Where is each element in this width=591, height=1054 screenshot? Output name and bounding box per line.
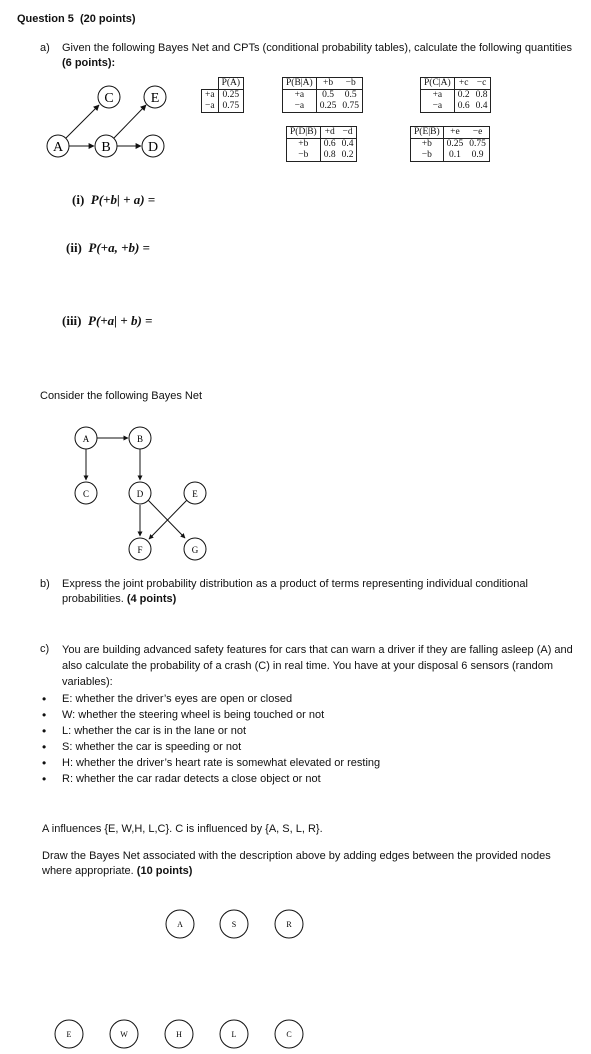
svg-text:G: G <box>191 545 199 555</box>
consider-bayes-net <box>60 418 220 568</box>
edge-a-c <box>66 105 99 138</box>
node-w <box>110 1020 138 1048</box>
draw-instruction <box>42 849 577 879</box>
sensor-item: • H: whether the driver’s heart rate is somewhat elevated or resting <box>40 755 580 771</box>
svg-text:A: A <box>177 920 183 929</box>
question-ii: (ii) P(+a, +b) = <box>66 240 150 255</box>
consider-text: Consider the following Bayes Net <box>40 390 203 402</box>
node-c <box>98 86 120 108</box>
sensor-item: • R: whether the car radar detects a close object or not <box>40 771 580 787</box>
node-s <box>220 910 248 938</box>
cpt-b-given-a: P(B|A) +b −b +a 0.5 0.5 −a 0.25 0.75 <box>282 77 363 113</box>
part-b-description: Express the joint probability distribution as a product of terms representing individual conditional probabilities. <box>62 578 528 605</box>
edge-b-e <box>114 105 146 138</box>
question-header <box>17 12 136 27</box>
cpt-c-given-a: P(C|A) +c −c +a 0.2 0.8 −a 0.6 0.4 <box>420 77 491 113</box>
svg-text:E: E <box>150 91 160 106</box>
edge-d-g <box>148 500 185 538</box>
svg-text:F: F <box>137 545 143 555</box>
svg-text:E: E <box>66 1030 72 1039</box>
svg-text:C: C <box>82 489 90 499</box>
node-e <box>144 86 166 108</box>
part-b-letter: b) <box>40 578 50 590</box>
draw-points: (10 points) <box>136 865 193 877</box>
svg-text:C: C <box>104 91 114 106</box>
svg-text:L: L <box>231 1030 237 1039</box>
svg-text:C: C <box>286 1030 292 1039</box>
part-b-text <box>62 577 562 607</box>
svg-text:S: S <box>231 920 237 929</box>
svg-text:R: R <box>286 920 292 929</box>
cpt-a: P(A) +a 0.25 −a 0.75 <box>201 77 244 113</box>
part-a-bayes-net <box>38 78 178 163</box>
sensor-list <box>40 691 580 787</box>
node-g <box>184 538 206 560</box>
node-r <box>275 910 303 938</box>
part-b-points: (4 points) <box>126 593 177 605</box>
edge-e-f <box>149 500 187 539</box>
svg-text:H: H <box>176 1030 182 1039</box>
sensor-item: • E: whether the driver’s eyes are open or closed <box>40 691 580 707</box>
draw-instruction-text: Draw the Bayes Net associated with the description above by adding edges between the provided nodes where appropriate. <box>42 850 551 877</box>
part-a-text <box>62 41 577 71</box>
svg-text:B: B <box>136 434 144 444</box>
node-b <box>95 135 117 157</box>
svg-text:A: A <box>82 434 90 444</box>
part-a-description: Given the following Bayes Net and CPTs (conditional probability tables), calculate the following quantities <box>62 42 572 54</box>
question-iii: (iii) P(+a| + b) = <box>62 313 153 328</box>
node-e <box>55 1020 83 1048</box>
node-a <box>166 910 194 938</box>
node-f <box>129 538 151 560</box>
question-number: Question 5 <box>17 13 74 25</box>
part-c-nodes <box>40 895 320 1050</box>
node-c <box>75 482 97 504</box>
node-d <box>129 482 151 504</box>
sensor-item: • W: whether the steering wheel is being touched or not <box>40 707 580 723</box>
cpt-d-given-b: P(D|B) +d −d +b 0.6 0.4 −b 0.8 0.2 <box>286 126 357 162</box>
influence-text: A influences {E, W,H, L,C}. C is influenced by {A, S, L, R}. <box>42 823 323 835</box>
part-c-text: You are building advanced safety features for cars that can warn a driver if they are falling asleep (A) and also calculate the probability of a crash (C) in real time. You have at your disposal 6 sensors (random variables): <box>62 644 573 688</box>
node-a <box>75 427 97 449</box>
node-h <box>165 1020 193 1048</box>
part-a-points: (6 points): <box>62 57 116 69</box>
svg-text:D: D <box>136 489 144 499</box>
cpt-e-given-b: P(E|B) +e −e +b 0.25 0.75 −b 0.1 0.9 <box>410 126 490 162</box>
node-e <box>184 482 206 504</box>
node-l <box>220 1020 248 1048</box>
part-c-letter: c) <box>40 643 50 655</box>
svg-text:D: D <box>147 140 159 155</box>
question-i: (i) P(+b| + a) = <box>72 192 156 207</box>
question-points: (20 points) <box>79 13 136 25</box>
sensor-item: • S: whether the car is speeding or not <box>40 739 580 755</box>
node-d <box>142 135 164 157</box>
svg-text:A: A <box>52 140 64 155</box>
sensor-item: • L: whether the car is in the lane or not <box>40 723 580 739</box>
node-a <box>47 135 69 157</box>
svg-text:E: E <box>192 489 198 499</box>
part-a-letter: a) <box>40 42 50 54</box>
svg-text:W: W <box>120 1030 128 1039</box>
node-c <box>275 1020 303 1048</box>
node-b <box>129 427 151 449</box>
svg-text:B: B <box>101 140 111 155</box>
